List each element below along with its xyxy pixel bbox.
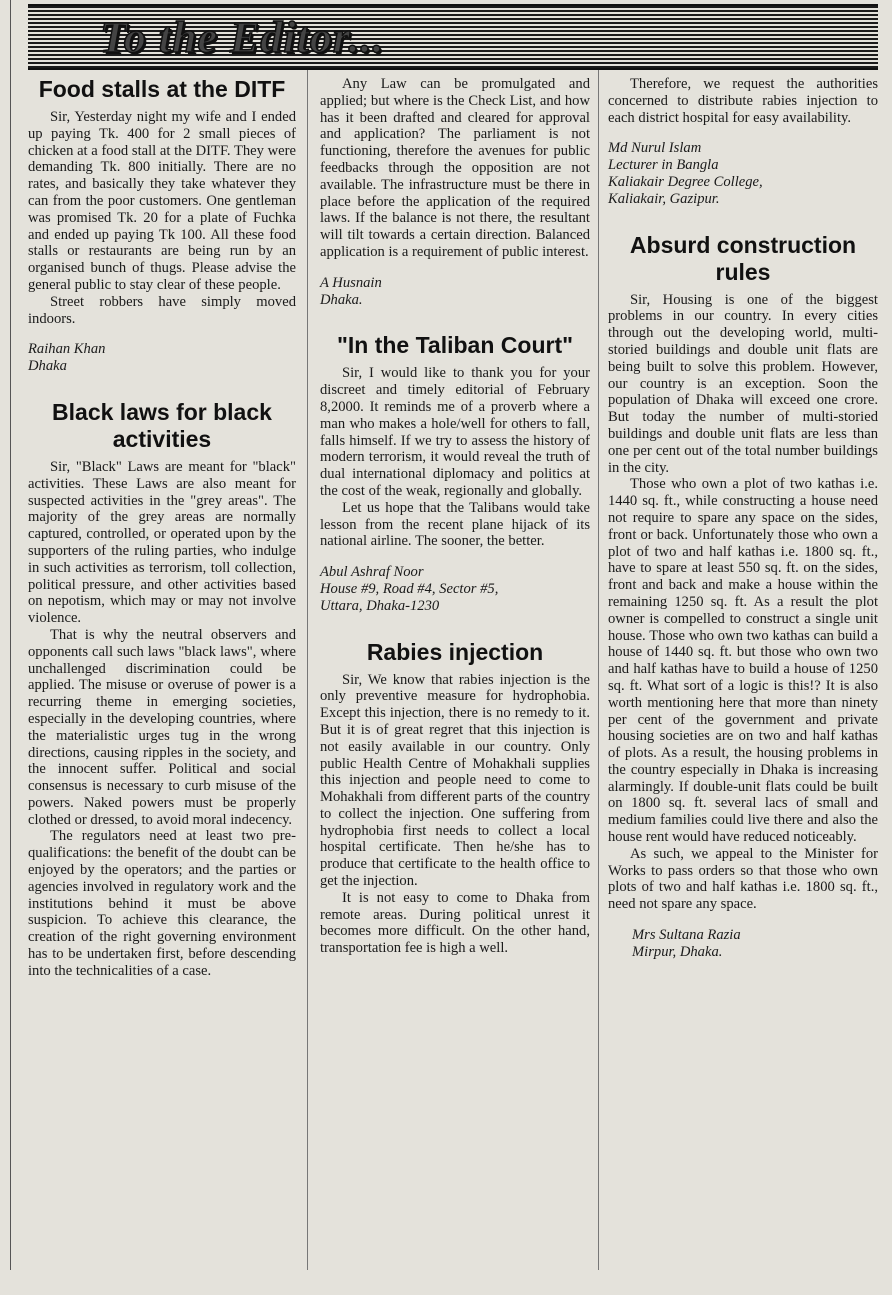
letter-signature-place: Kaliakair, Gazipur.	[608, 190, 720, 207]
letter-heading: Absurd construction rules	[629, 231, 857, 285]
letter-signature-address: House #9, Road #4, Sector #5,	[320, 580, 499, 597]
letter-black-laws	[28, 399, 296, 980]
letter-signature-place: Uttara, Dhaka-1230	[320, 597, 440, 614]
letter-signature-place: Dhaka.	[320, 291, 363, 308]
column-1	[28, 76, 296, 980]
letter-absurd-construction	[608, 232, 878, 961]
letter-paragraph: Any Law can be promulgated and applied; but where is the Check List, and how has it been drafted and cleared for approval and application? The parliament is not functioning, therefore the avenues for public feedbacks through the opposition are not available. The infrastructure must be there in place before the application of the required laws. If the balance is not there, the resultant will tilt towards a certain direction. Balanced application is a requirement of public interest.	[320, 76, 590, 260]
letter-paragraph: Sir, Housing is one of the biggest problems in our country. In every cities through out the developing world, multi-storied buildings and double unit flats are being built to solve this problem. However, our country is an exception. Soon the population of Dhaka will exceed one crore. But today the number of multi-storied buildings and double unit flats are less than one per cent out of the total number buildings in the city.	[608, 291, 878, 476]
letter-taliban-court	[320, 332, 590, 614]
letter-food-stalls	[28, 76, 296, 375]
letter-signature-name: Md Nurul Islam	[608, 140, 702, 157]
letter-heading: Food stalls at the DITF	[38, 76, 286, 102]
letter-signature-place: Dhaka	[28, 358, 67, 375]
column-3	[608, 76, 878, 961]
letter-paragraph: Sir, I would like to thank you for your discreet and timely editorial of February 8,2000. It reminds me of a proverb where a man who makes a hole/well for others to fall, falls himself. If we try to assess the history of modern terrorism, it would reveal the truth of dual international diplomacy and politics at the cost of the weak, regionally and globally.	[320, 365, 590, 499]
letter-signature-institution: Kaliakair Degree College,	[608, 173, 763, 190]
letter-rabies-injection-continued	[608, 76, 878, 208]
column-divider	[598, 70, 599, 1270]
letter-paragraph: Let us hope that the Talibans would take lesson from the recent plane hijack of its national airline. The sooner, the better.	[320, 499, 590, 550]
letter-rabies-injection	[320, 639, 590, 958]
letter-black-laws-continued	[320, 76, 590, 308]
section-title: To the Editor...	[100, 13, 385, 62]
letter-signature-name: Raihan Khan	[28, 341, 106, 358]
section-masthead	[28, 4, 878, 70]
letter-paragraph: Sir, Yesterday night my wife and I ended up paying Tk. 400 for 2 small pieces of chicken at a food stall at the DITF. They were demanding Tk. 800 initially. There are no rates, and basically they take whatever they can from the poor customers. One gentleman was promised Tk. 20 for a plate of Fuchka and ended up paying Tk 100. All these food stalls or restaurants are being run by an organised bunch of thugs. Please advise the general public to stay clear of these people.	[28, 109, 296, 293]
letter-paragraph: Those who own a plot of two kathas i.e. 1440 sq. ft., while constructing a house need not require to spare any space on the sides, front or back. Unfortunately those who own a plot of two and half kathas i.e. 1800 sq. ft., have to spare at least 550 sq. ft. on the sides, front and back and make a house within the remaining 1250 sq. ft. As a result the plot owner is compelled to construct a single unit house. Those who own two kathas can build a house of 1440 sq. ft. but those who own two and half kathas have to build a house of 1250 sq. ft. What sort of a logic is this!? It is also worth mentioning here that more than ninety per cent of the government and private housing societies are on two and half kathas of plots. As a result, the housing problems in the country especially in Dhaka is increasing alarmingly. If double-unit flats could be built on 1800 sq. ft. several lacs of small and medium families could live there and also the house rent would have reduced noticeably.	[608, 476, 878, 846]
letter-paragraph: The regulators need at least two pre-qualifications: the benefit of the doubt can be enjoyed by the operators; and the parties or agencies involved in regulatory work and the institutions behind it must be above suspicion. To achieve this clearance, the creation of the right governing environment has to be undertaken first, before descending into the technicalities of a case.	[28, 828, 296, 979]
letter-paragraph: It is not easy to come to Dhaka from remote areas. During political unrest it becomes more difficult. On the other hand, transportation fee is high a well.	[320, 889, 590, 957]
letter-paragraph: Sir, "Black" Laws are meant for "black" activities. These Laws are also meant for suspected activities in the "grey areas". The majority of the grey areas are normally captured, controlled, or operated upon by the supporters of the ruling parties, who indulge in such activities as terrorism, toll collection, political pressure, and other activities based on nepotism, which may or may not involve violence.	[28, 458, 296, 627]
letter-paragraph: That is why the neutral observers and opponents call such laws "black laws", where unchallenged discrimination could be applied. The misuse or overuse of power is a recurring theme in emerging societies, especially in the developing countries, where the materialistic urges tug in the wrong directions, causing ripples in the society, and the innocent suffer. Political and social consensus is necessary to curb misuse of the powers. Naked powers must be properly clothed or dressed, to avoid moral indecency.	[28, 626, 296, 828]
letter-heading: Black laws for black activities	[52, 398, 272, 452]
letter-heading: Rabies injection	[366, 638, 544, 665]
column-divider	[307, 70, 308, 1270]
column-2	[320, 76, 590, 957]
letter-signature-name: Mrs Sultana Razia	[632, 927, 741, 944]
letter-paragraph: Street robbers have simply moved indoors.	[28, 293, 296, 327]
letter-signature-place: Mirpur, Dhaka.	[632, 943, 723, 960]
letter-signature-title: Lecturer in Bangla	[608, 157, 719, 174]
letter-paragraph: Therefore, we request the authorities concerned to distribute rabies injection to each district hospital for easy availability.	[608, 76, 878, 126]
letter-paragraph: As such, we appeal to the Minister for Works to pass orders so that those who own plots of two and half kathas i.e. 1800 sq. ft., need not spare any space.	[608, 845, 878, 913]
letter-paragraph: Sir, We know that rabies injection is the only preventive measure for hydrophobia. Except this injection, there is no remedy to it. But it is of great regret that this injection is not easily available in our country. Only public Health Centre of Mohakhali supplies this injection and people need to come to Mohakhali from different parts of the country to collect the injection. One suffering from hydrophobia first needs to collect a local hospital certificate. Then he/she has to produce that certificate to the health office to get the injection.	[320, 671, 590, 890]
left-margin-rule	[10, 0, 11, 1270]
letter-signature-name: Abul Ashraf Noor	[320, 564, 424, 581]
letter-signature-name: A Husnain	[320, 274, 382, 291]
letter-heading: "In the Taliban Court"	[336, 332, 574, 359]
